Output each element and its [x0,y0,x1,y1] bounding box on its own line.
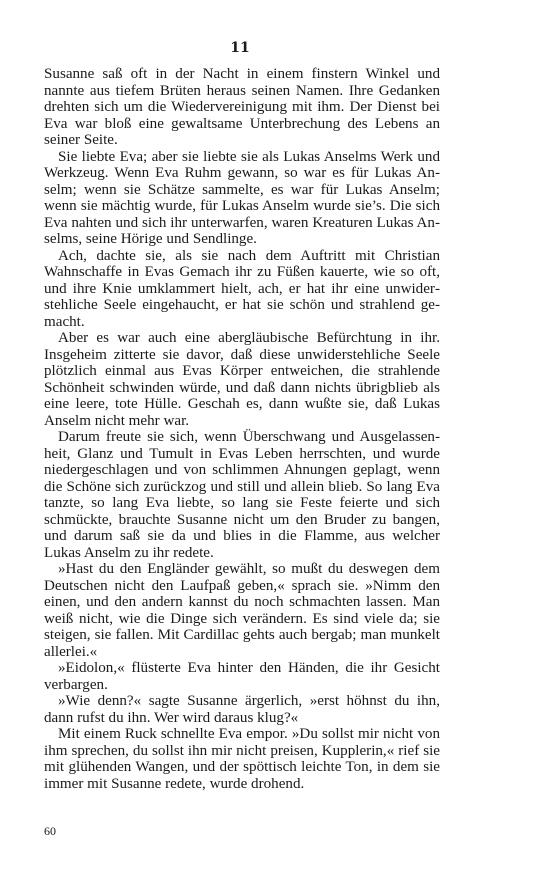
paragraph: Susanne saß oft in der Nacht in einem finstern Winkel und nannte aus tiefem Brüten heraus seinen Namen. Ihre Gedanken drehten sich um die Wiedervereinigung mit ihm. Der Dienst bei Eva war bloß eine gewaltsame Unterbrechung des Lebens an seiner Seite. [44,66,440,148]
body-text [44,66,440,792]
paragraph: Mit einem Ruck schnellte Eva empor. »Du sollst mir nicht von ihm sprechen, du sollst ihn mir nicht preisen, Kupplerin,« rief sie mit glühenden Wangen, und der spöttisch leichte Ton, in dem sie immer mit Susanne redete, wurde drohend. [44,726,440,792]
chapter-number: 11 [230,40,250,56]
paragraph: Sie liebte Eva; aber sie liebte sie als Lukas Anselms Werk und Werkzeug. Wenn Eva Ruhm gewann, so war es für Lukas Anselm; wenn sie Schätze sammelte, es war für Lukas Anselm; wenn sie mächtig wurde, für Lukas Anselm wurde sie’s. Die sich Eva nahten und sich ihr unterwarfen, waren Kreaturen Lukas Anselms, seine Hörige und Sendlinge. [44,148,440,247]
paragraph: »Wie denn?« sagte Susanne ärgerlich, »erst höhnst du ihn, dann rufst du ihn. Wer wird daraus klug?« [44,693,440,726]
paragraph: Aber es war auch eine abergläubische Befürchtung in ihr. Insgeheim zitterte sie davor, daß diese unwiderstehliche Seele plötzlich einmal aus Evas Körper entweichen, die strahlende Schönheit schwinden würde, und daß dann nichts übrigblieb als eine leere, tote Hülle. Geschah es, dann wußte sie, daß Lukas Anselm nicht mehr war. [44,330,440,429]
paragraph: Darum freute sie sich, wenn Überschwang und Ausgelassenheit, Glanz und Tumult in Evas Leben herrschten, und wurde niedergeschlagen und von schlimmen Ahnungen geplagt, wenn die Schöne sich zurückzog und still und allein blieb. So lang Eva tanzte, so lang Eva liebte, so lang sie Feste feierte und sich schmückte, brauchte Susanne nicht um den Bruder zu bangen, und darum saß sie da und blies in die Flamme, aus welcher Lukas Anselm zu ihr redete. [44,429,440,561]
paragraph: »Hast du den Engländer gewählt, so mußt du deswegen dem Deutschen nicht den Laufpaß geben,« sprach sie. »Nimm den einen, und den andern kannst du noch schmachten lassen. Man weiß nicht, wie die Dinge sich verändern. Es sind viele da; sie steigen, sie fallen. Mit Cardillac gehts auch bergab; man munkelt allerlei.« [44,561,440,660]
page-number: 60 [44,824,56,838]
paragraph: Ach, dachte sie, als sie nach dem Auftritt mit Christian Wahnschaffe in Evas Gemach ihr zu Füßen kauerte, wie so oft, und ihre Knie umklammert hielt, ach, er hat ihr eine unwiderstehliche Seele eingehaucht, er hat sie schön und strahlend gemacht. [44,247,440,330]
paragraph: »Eidolon,« flüsterte Eva hinter den Händen, die ihr Gesicht verbargen. [44,660,440,693]
